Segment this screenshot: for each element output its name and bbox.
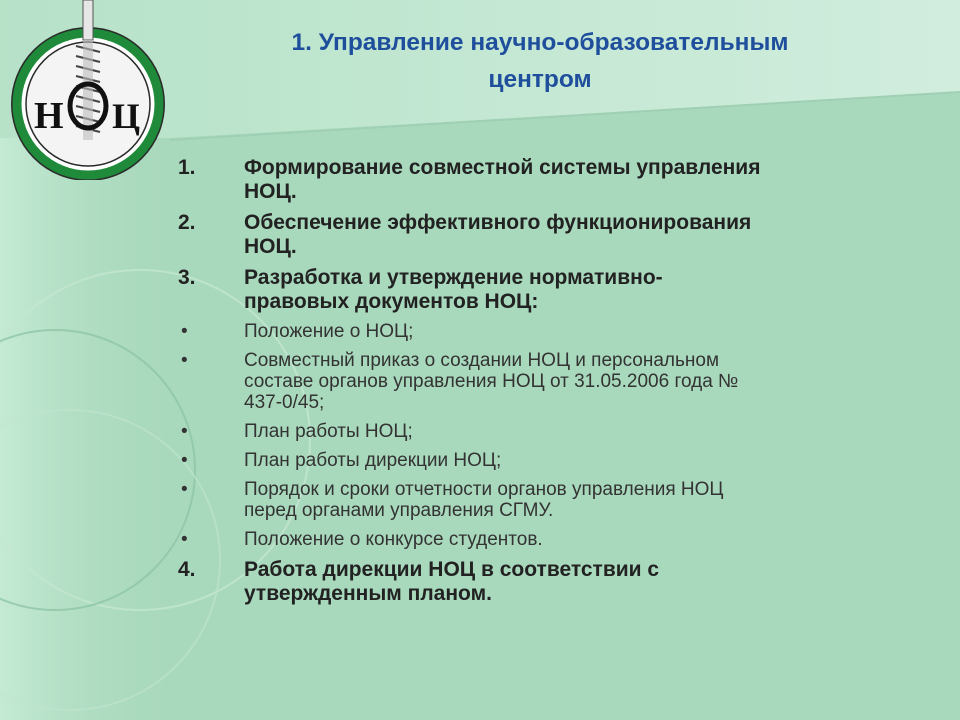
title-line-2: центром (488, 66, 592, 93)
item-text (244, 266, 918, 314)
svg-text:Ц: Ц (112, 96, 141, 136)
item-line: План работы дирекции НОЦ; (244, 450, 502, 471)
item-line: перед органами управления СГМУ. (244, 500, 554, 521)
list-item (178, 156, 918, 204)
bullet: • (181, 450, 188, 471)
list-item (178, 321, 918, 342)
item-text (244, 156, 918, 204)
list-item (178, 558, 918, 606)
item-line: Совместный приказ о создании НОЦ и персональном (244, 350, 720, 371)
item-line: 437-0/45; (244, 392, 325, 413)
svg-text:Н: Н (34, 95, 64, 137)
bullet: • (181, 350, 188, 371)
item-line: Разработка и утверждение нормативно- (244, 266, 663, 289)
item-number: 2. (178, 211, 196, 234)
bullet: • (181, 321, 188, 342)
item-text (244, 450, 918, 471)
item-line: План работы НОЦ; (244, 421, 413, 442)
bullet: • (181, 421, 188, 442)
item-text (244, 421, 918, 442)
item-line: Обеспечение эффективного функционирования (244, 211, 752, 234)
item-number: 3. (178, 266, 196, 289)
item-line: составе органов управления НОЦ от 31.05.2006 года № (244, 371, 739, 392)
item-line: НОЦ. (244, 180, 297, 203)
item-text (244, 479, 918, 521)
item-text (244, 211, 918, 259)
slide-title (195, 24, 885, 98)
item-number: 4. (178, 558, 196, 581)
item-line: Формирование совместной системы управления (244, 156, 761, 179)
list-item (178, 266, 918, 314)
list-item (178, 350, 918, 413)
item-text (244, 350, 918, 413)
nots-logo (4, 0, 172, 180)
item-line: Работа дирекции НОЦ в соответствии с (244, 558, 660, 581)
item-number: 1. (178, 156, 196, 179)
list-item (178, 529, 918, 550)
item-text (244, 529, 918, 550)
item-line: Порядок и сроки отчетности органов управления НОЦ (244, 479, 724, 500)
item-text (244, 321, 918, 342)
item-line: НОЦ. (244, 235, 297, 258)
item-line: Положение о конкурсе студентов. (244, 529, 543, 550)
bullet: • (181, 529, 188, 550)
item-line: Положение о НОЦ; (244, 321, 414, 342)
list-item (178, 211, 918, 259)
item-line: утвержденным планом. (244, 582, 492, 605)
list-item (178, 479, 918, 521)
title-line-1: 1. Управление научно-образовательным (291, 29, 789, 56)
bullet: • (181, 479, 188, 500)
list-item (178, 450, 918, 471)
content-list (178, 156, 918, 613)
item-text (244, 558, 918, 606)
item-line: правовых документов НОЦ: (244, 290, 539, 313)
list-item (178, 421, 918, 442)
